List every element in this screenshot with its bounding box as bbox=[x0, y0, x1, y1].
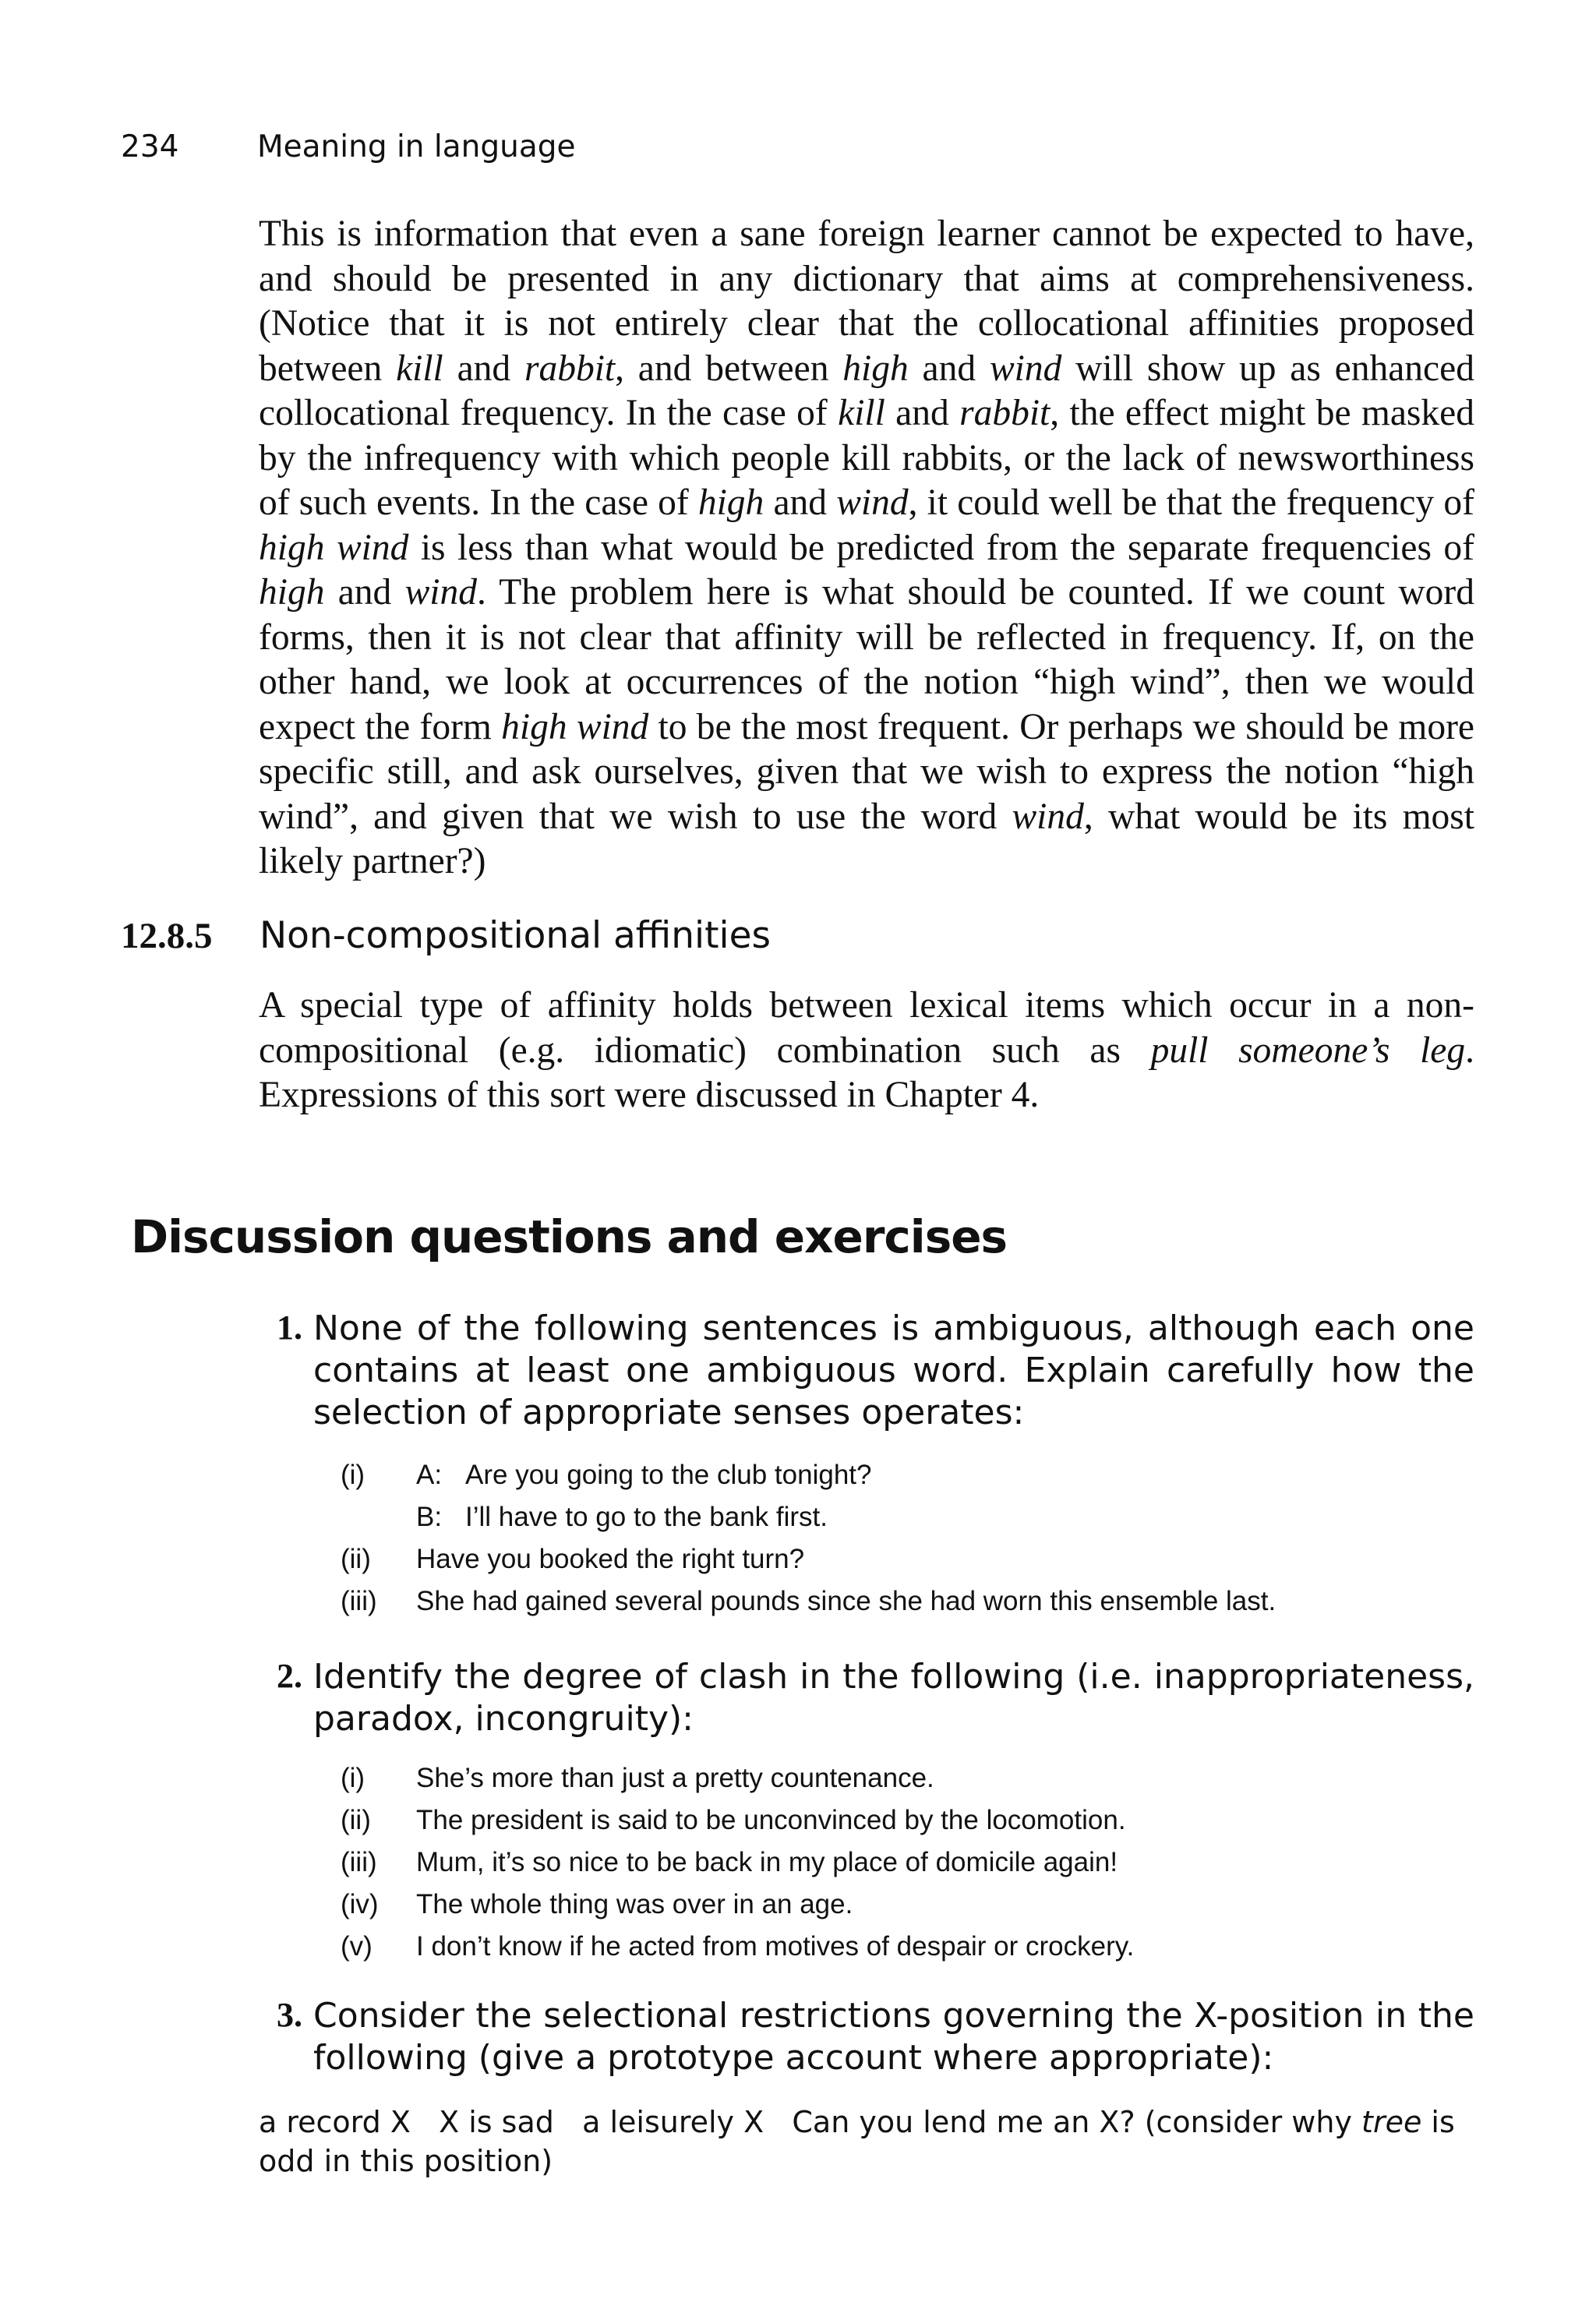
section-heading bbox=[121, 914, 771, 957]
question-2-number: 2. bbox=[277, 1657, 302, 1695]
question-3-text: Consider the selectional restrictions governing the X-position in the following (give a prototype account where appropriate): bbox=[313, 1996, 1474, 2078]
paragraph-collocation: This is information that even a sane foreign learner cannot be expected to have, and should be presented in any dictionary that aims at comprehensiveness. (Notice that it is not entirely clear that the collocational affinities proposed between kill and rabbit, and between high and wind will show up as enhanced collocational frequency. In the case of kill and rabbit, the effect might be masked by the infrequency with which people kill rabbits, or the lack of newsworthiness of such events. In the case of high and wind, it could well be that the frequency of high wind is less than what would be predicted from the separate frequencies of high and wind. The problem here is what should be counted. If we count word forms, then it is not clear that affinity will be reflected in frequency. If, on the other hand, we look at occurrences of the notion “high wind”, then we would expect the form high wind to be the most frequent. Or perhaps we should be more specific still, and ask ourselves, given that we wish to express the notion “high wind”, and given that we wish to use the word wind, what would be its most likely partner?) bbox=[259, 214, 1475, 881]
section-title: Non-compositional affinities bbox=[260, 914, 771, 957]
question-2-text: Identify the degree of clash in the following (i.e. inappropriateness, paradox, incongruity): bbox=[313, 1657, 1474, 1739]
question-1-text: None of the following sentences is ambiguous, although each one contains at least one ambiguous word. Explain carefully how the selection of appropriate senses operates: bbox=[313, 1308, 1474, 1432]
page-number: 234 bbox=[121, 129, 179, 164]
question-3-number: 3. bbox=[277, 1996, 302, 2034]
discussion-heading: Discussion questions and exercises bbox=[131, 1210, 1008, 1263]
question-3-examples: a record X X is sad a leisurely X Can you lend me an X? (consider why tree is odd in this position) bbox=[259, 2105, 1455, 2178]
paragraph-non-compositional: A special type of affinity holds between lexical items which occur in a non-compositional (e.g. idiomatic) combination such as pull someone’s leg. Expressions of this sort were discussed in Chapter 4. bbox=[259, 985, 1474, 1115]
running-title: Meaning in language bbox=[257, 129, 576, 164]
question-1-number: 1. bbox=[277, 1308, 302, 1347]
section-number: 12.8.5 bbox=[121, 916, 213, 956]
book-page: 234 Meaning in language This is information that even a sane foreign learner cannot be expected to have, and should be presented in any dictionary that aims at comprehensiveness. (Notice that it is not entirely clear that the collocational affinities proposed between kill and rabbit, and between high and wind will show up as enhanced collocational frequency. In the case of kill and rabbit, the effect might be masked by the infrequency with which people kill rabbits, or the lack of newsworthiness of such events. In the case of high and wind, it could well be that the frequency of high wind is less than what would be predicted from the separate frequencies of high and wind. The problem here is what should be counted. If we count word forms, then it is not clear that affinity will be reflected in frequency. If, on the other hand, we look at occurrences of the notion “high wind”, then we would expect the form high wind to be the most frequent. Or perhaps we should be more specific still, and ask ourselves, given that we wish to express the notion “high wind”, and given that we wish to use the word wind, what would be its most likely partner?) 12.8.5 Non-compositional affinities A special type of affinity holds between lexical items which occur in a non-compositional (e.g. idiomatic) combination such as pull someone’s leg. Expressions of this sort were discussed in Chapter 4. Discussion questions and exercises 1. None of the following sentences is ambiguous, although each one contains at least one ambiguous word. Explain carefully how the selection of appropriate senses operates: (i) A: Are you going to the club tonight? B: I’ll have to go to the bank first. (ii) Have you booked the right turn? (iii) She had gained several pounds since she had worn this ensemble last. 2. Identify the degree of clash in the following (i.e. inappropriateness, paradox, incongruity): (i) She’s more than just a pretty countenance. (ii) The president is said to be unconvinced by the locomotion. (iii) Mum, it’s so nice to be back in my place of domicile again! (iv) The whole thing was over in an age. (v) I don’t know if he acted from motives of despair or crockery. 3. Consider the selectional restrictions governing the X-position in the following (give a prototype account where appropriate): a record X X is sad a leisurely X Can you lend me an X? (consider why tree is odd in this position) bbox=[0, 0, 1596, 2299]
running-header bbox=[121, 129, 576, 164]
